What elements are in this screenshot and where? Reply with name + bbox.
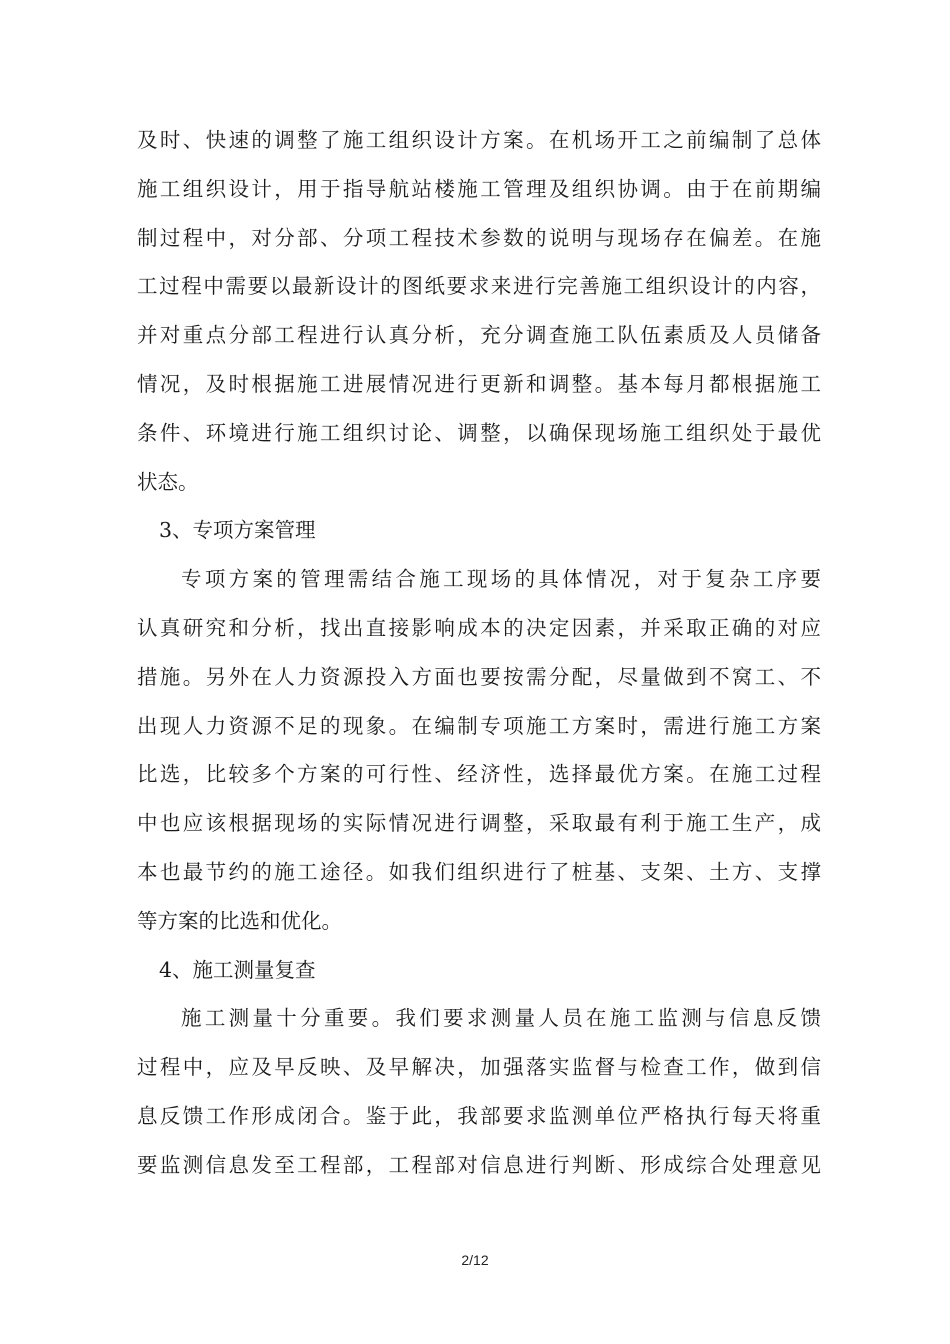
- paragraph-line: 等方案的比选和优化。: [137, 908, 342, 933]
- paragraph-line: 并对重点分部工程进行认真分析，充分调查施工队伍素质及人员储备: [137, 323, 821, 348]
- paragraph-line: 措施。另外在人力资源投入方面也要按需分配，尽量做到不窝工、不: [137, 664, 821, 689]
- page-number: 2/12: [461, 1252, 489, 1268]
- paragraph-line: 状态。: [137, 469, 199, 494]
- paragraph-line: 中也应该根据现场的实际情况进行调整，采取最有利于施工生产，成: [137, 811, 821, 836]
- paragraph-line: 条件、环境进行施工组织讨论、调整，以确保现场施工组织处于最优: [137, 420, 821, 445]
- paragraph-line: 制过程中，对分部、分项工程技术参数的说明与现场存在偏差。在施: [137, 225, 821, 250]
- section-heading: 4、施工测量复查: [159, 957, 316, 982]
- body-text: [137, 116, 821, 1190]
- paragraph-line: 认真研究和分析，找出直接影响成本的决定因素，并采取正确的对应: [137, 615, 821, 640]
- paragraph-line: 工过程中需要以最新设计的图纸要求来进行完善施工组织设计的内容，: [137, 274, 821, 299]
- paragraph-line: 出现人力资源不足的现象。在编制专项施工方案时，需进行施工方案: [137, 713, 821, 738]
- paragraph-line: 比选，比较多个方案的可行性、经济性，选择最优方案。在施工过程: [137, 762, 821, 787]
- paragraph-line: 施工组织设计，用于指导航站楼施工管理及组织协调。由于在前期编: [137, 176, 821, 201]
- paragraph-line: 情况，及时根据施工进展情况进行更新和调整。基本每月都根据施工: [137, 371, 821, 396]
- paragraph-line: 施工测量十分重要。我们要求测量人员在施工监测与信息反馈: [181, 1006, 821, 1031]
- paragraph-line: 本也最节约的施工途径。如我们组织进行了桩基、支架、土方、支撑: [137, 859, 821, 884]
- paragraph-line: 要监测信息发至工程部，工程部对信息进行判断、形成综合处理意见: [137, 1152, 821, 1177]
- paragraph-line: 及时、快速的调整了施工组织设计方案。在机场开工之前编制了总体: [137, 128, 821, 152]
- paragraph-line: 息反馈工作形成闭合。鉴于此，我部要求监测单位严格执行每天将重: [137, 1103, 821, 1128]
- paragraph-line: 专项方案的管理需结合施工现场的具体情况，对于复杂工序要: [181, 567, 821, 592]
- section-heading: 3、专项方案管理: [159, 518, 316, 543]
- paragraph-line: 过程中，应及早反映、及早解决，加强落实监督与检查工作，做到信: [137, 1055, 821, 1080]
